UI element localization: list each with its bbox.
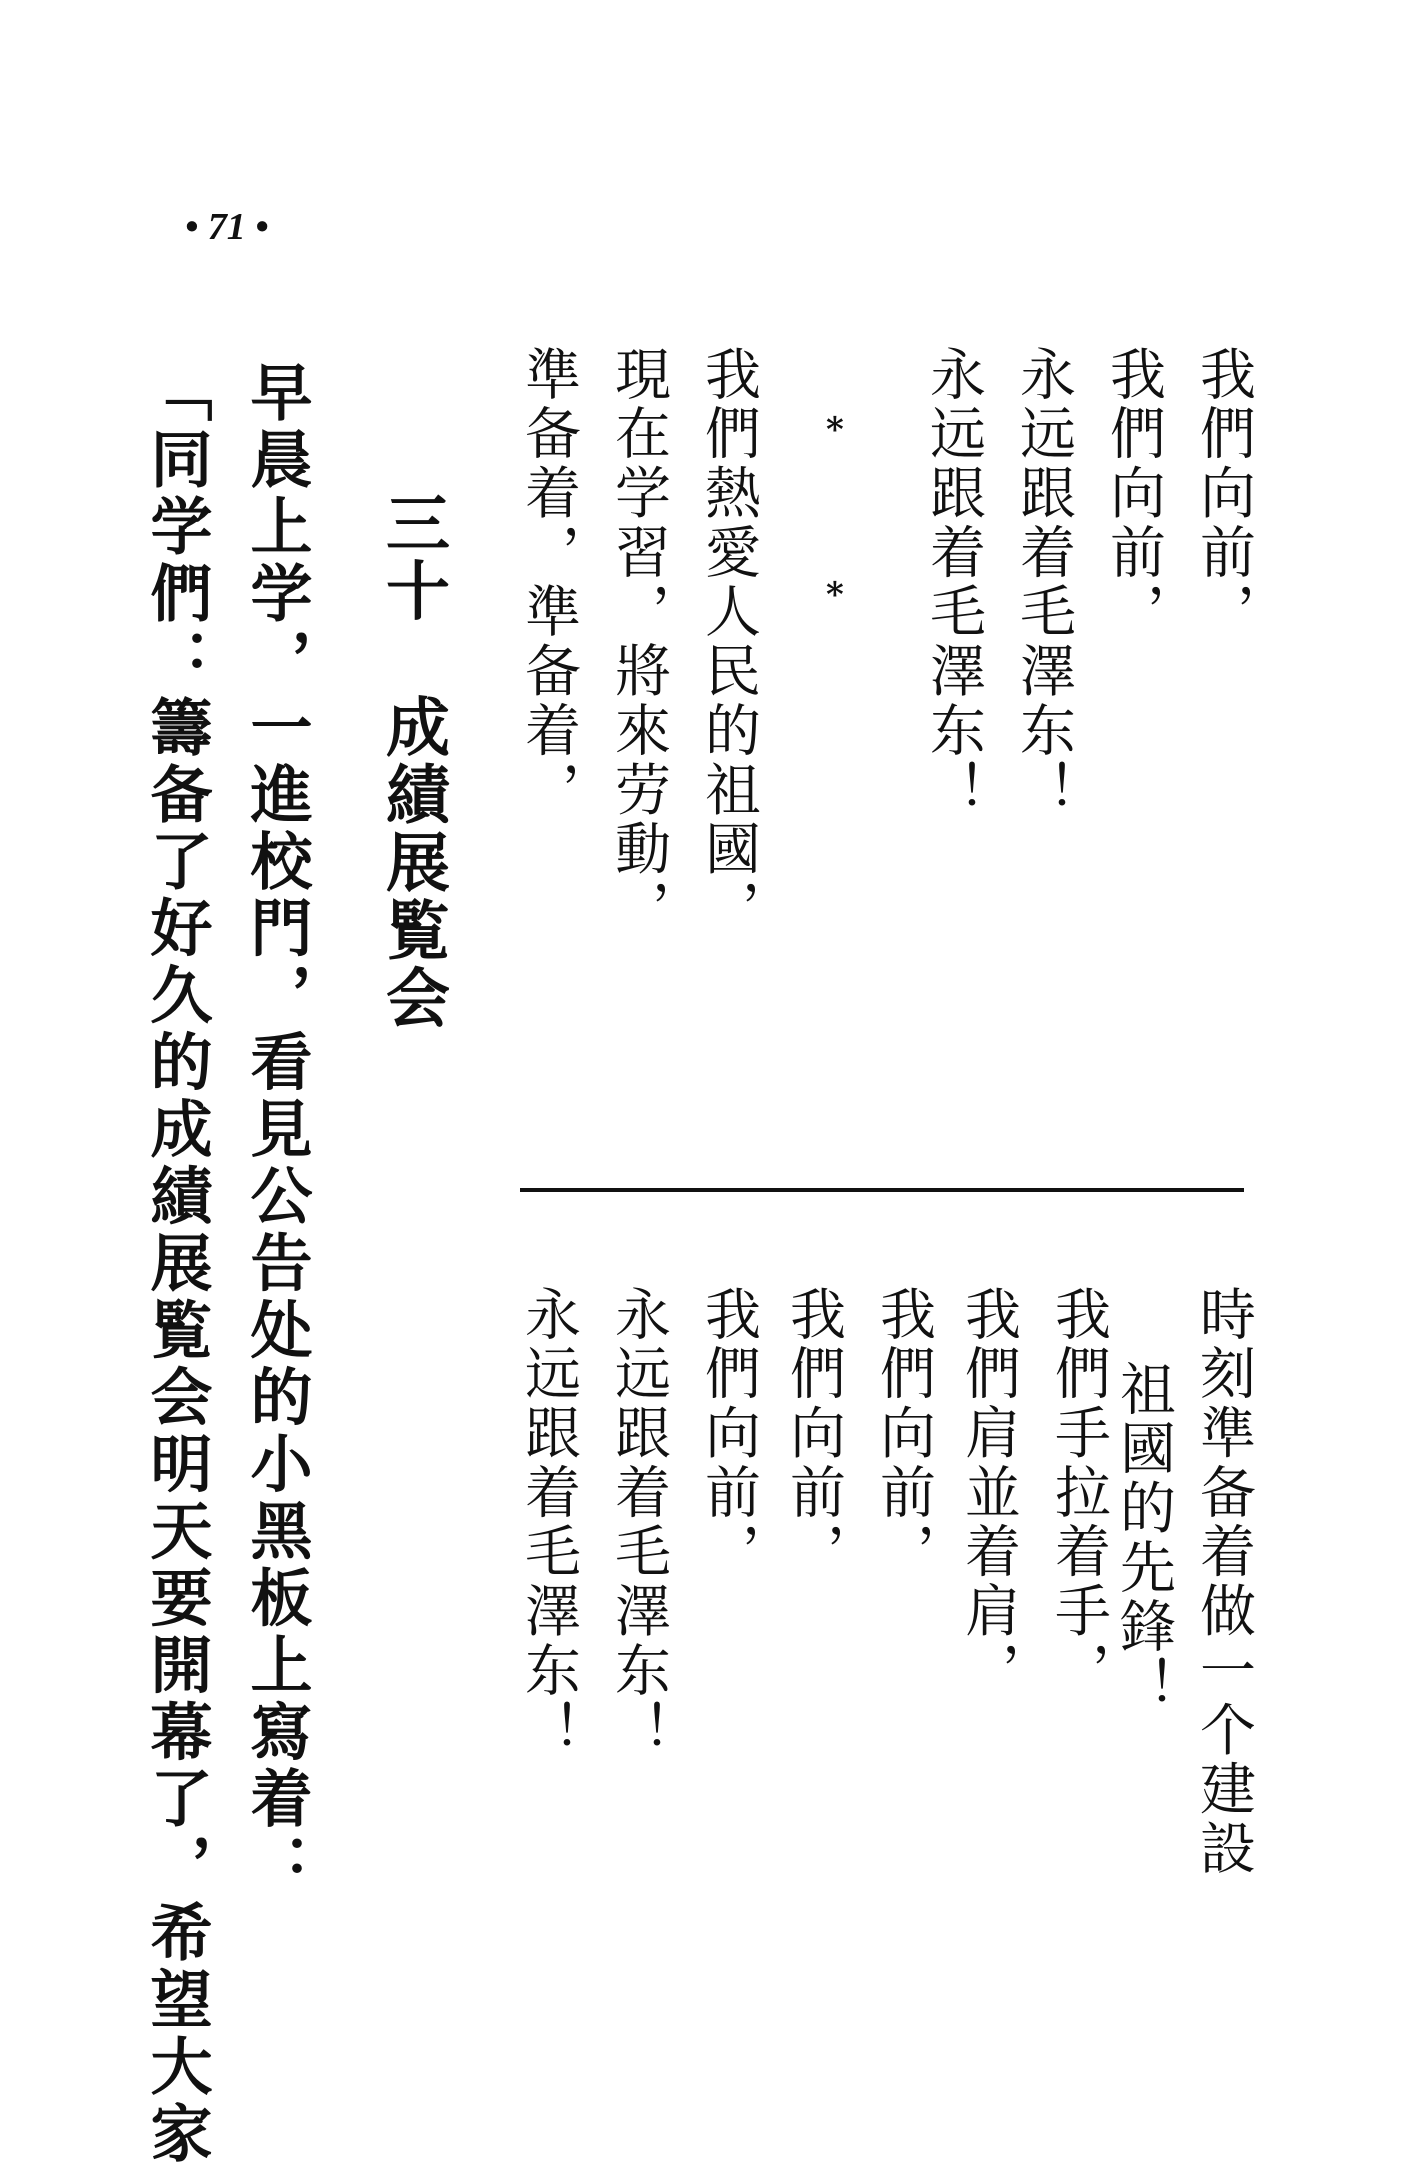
poem-line: 我們向前， xyxy=(781,1285,846,1582)
divider-line xyxy=(520,1188,1244,1192)
separator-star: * xyxy=(826,410,844,450)
poem-line: 我們熱愛人民的祖國， xyxy=(696,345,761,939)
poem-line: 永远跟着毛澤东！ xyxy=(516,1285,581,1760)
poem-line: 永远跟着毛澤东！ xyxy=(1011,345,1076,820)
poem-line: 我們肩並着肩， xyxy=(956,1285,1021,1701)
poem-line: 我們向前， xyxy=(1191,345,1256,642)
poem-line: 永远跟着毛澤东！ xyxy=(606,1285,671,1760)
prose-line: 「同学們：籌备了好久的成績展覧会明天要開幕了，希望大家 xyxy=(140,360,213,2168)
poem-line: 永远跟着毛澤东！ xyxy=(921,345,986,820)
prose-line: 早晨上学，一進校門，看見公告处的小黑板上寫着： xyxy=(240,360,313,1901)
chapter-title: 三十 成績展覧会 xyxy=(375,490,450,1033)
separator-star: * xyxy=(826,575,844,615)
poem-line: 準备着，準备着， xyxy=(516,345,581,820)
page-number: • 71 • xyxy=(185,206,269,248)
poem-line: 我們向前， xyxy=(696,1285,761,1582)
poem-line: 我們手拉着手， xyxy=(1046,1285,1111,1701)
poem-line: 我們向前， xyxy=(1101,345,1166,642)
poem-line: 時刻準备着做一个建設 xyxy=(1191,1285,1256,1879)
poem-line: 我們向前， xyxy=(871,1285,936,1582)
poem-line: 現在学習，將來劳動， xyxy=(606,345,671,939)
poem-line: 祖國的先鋒！ xyxy=(1111,1360,1176,1717)
